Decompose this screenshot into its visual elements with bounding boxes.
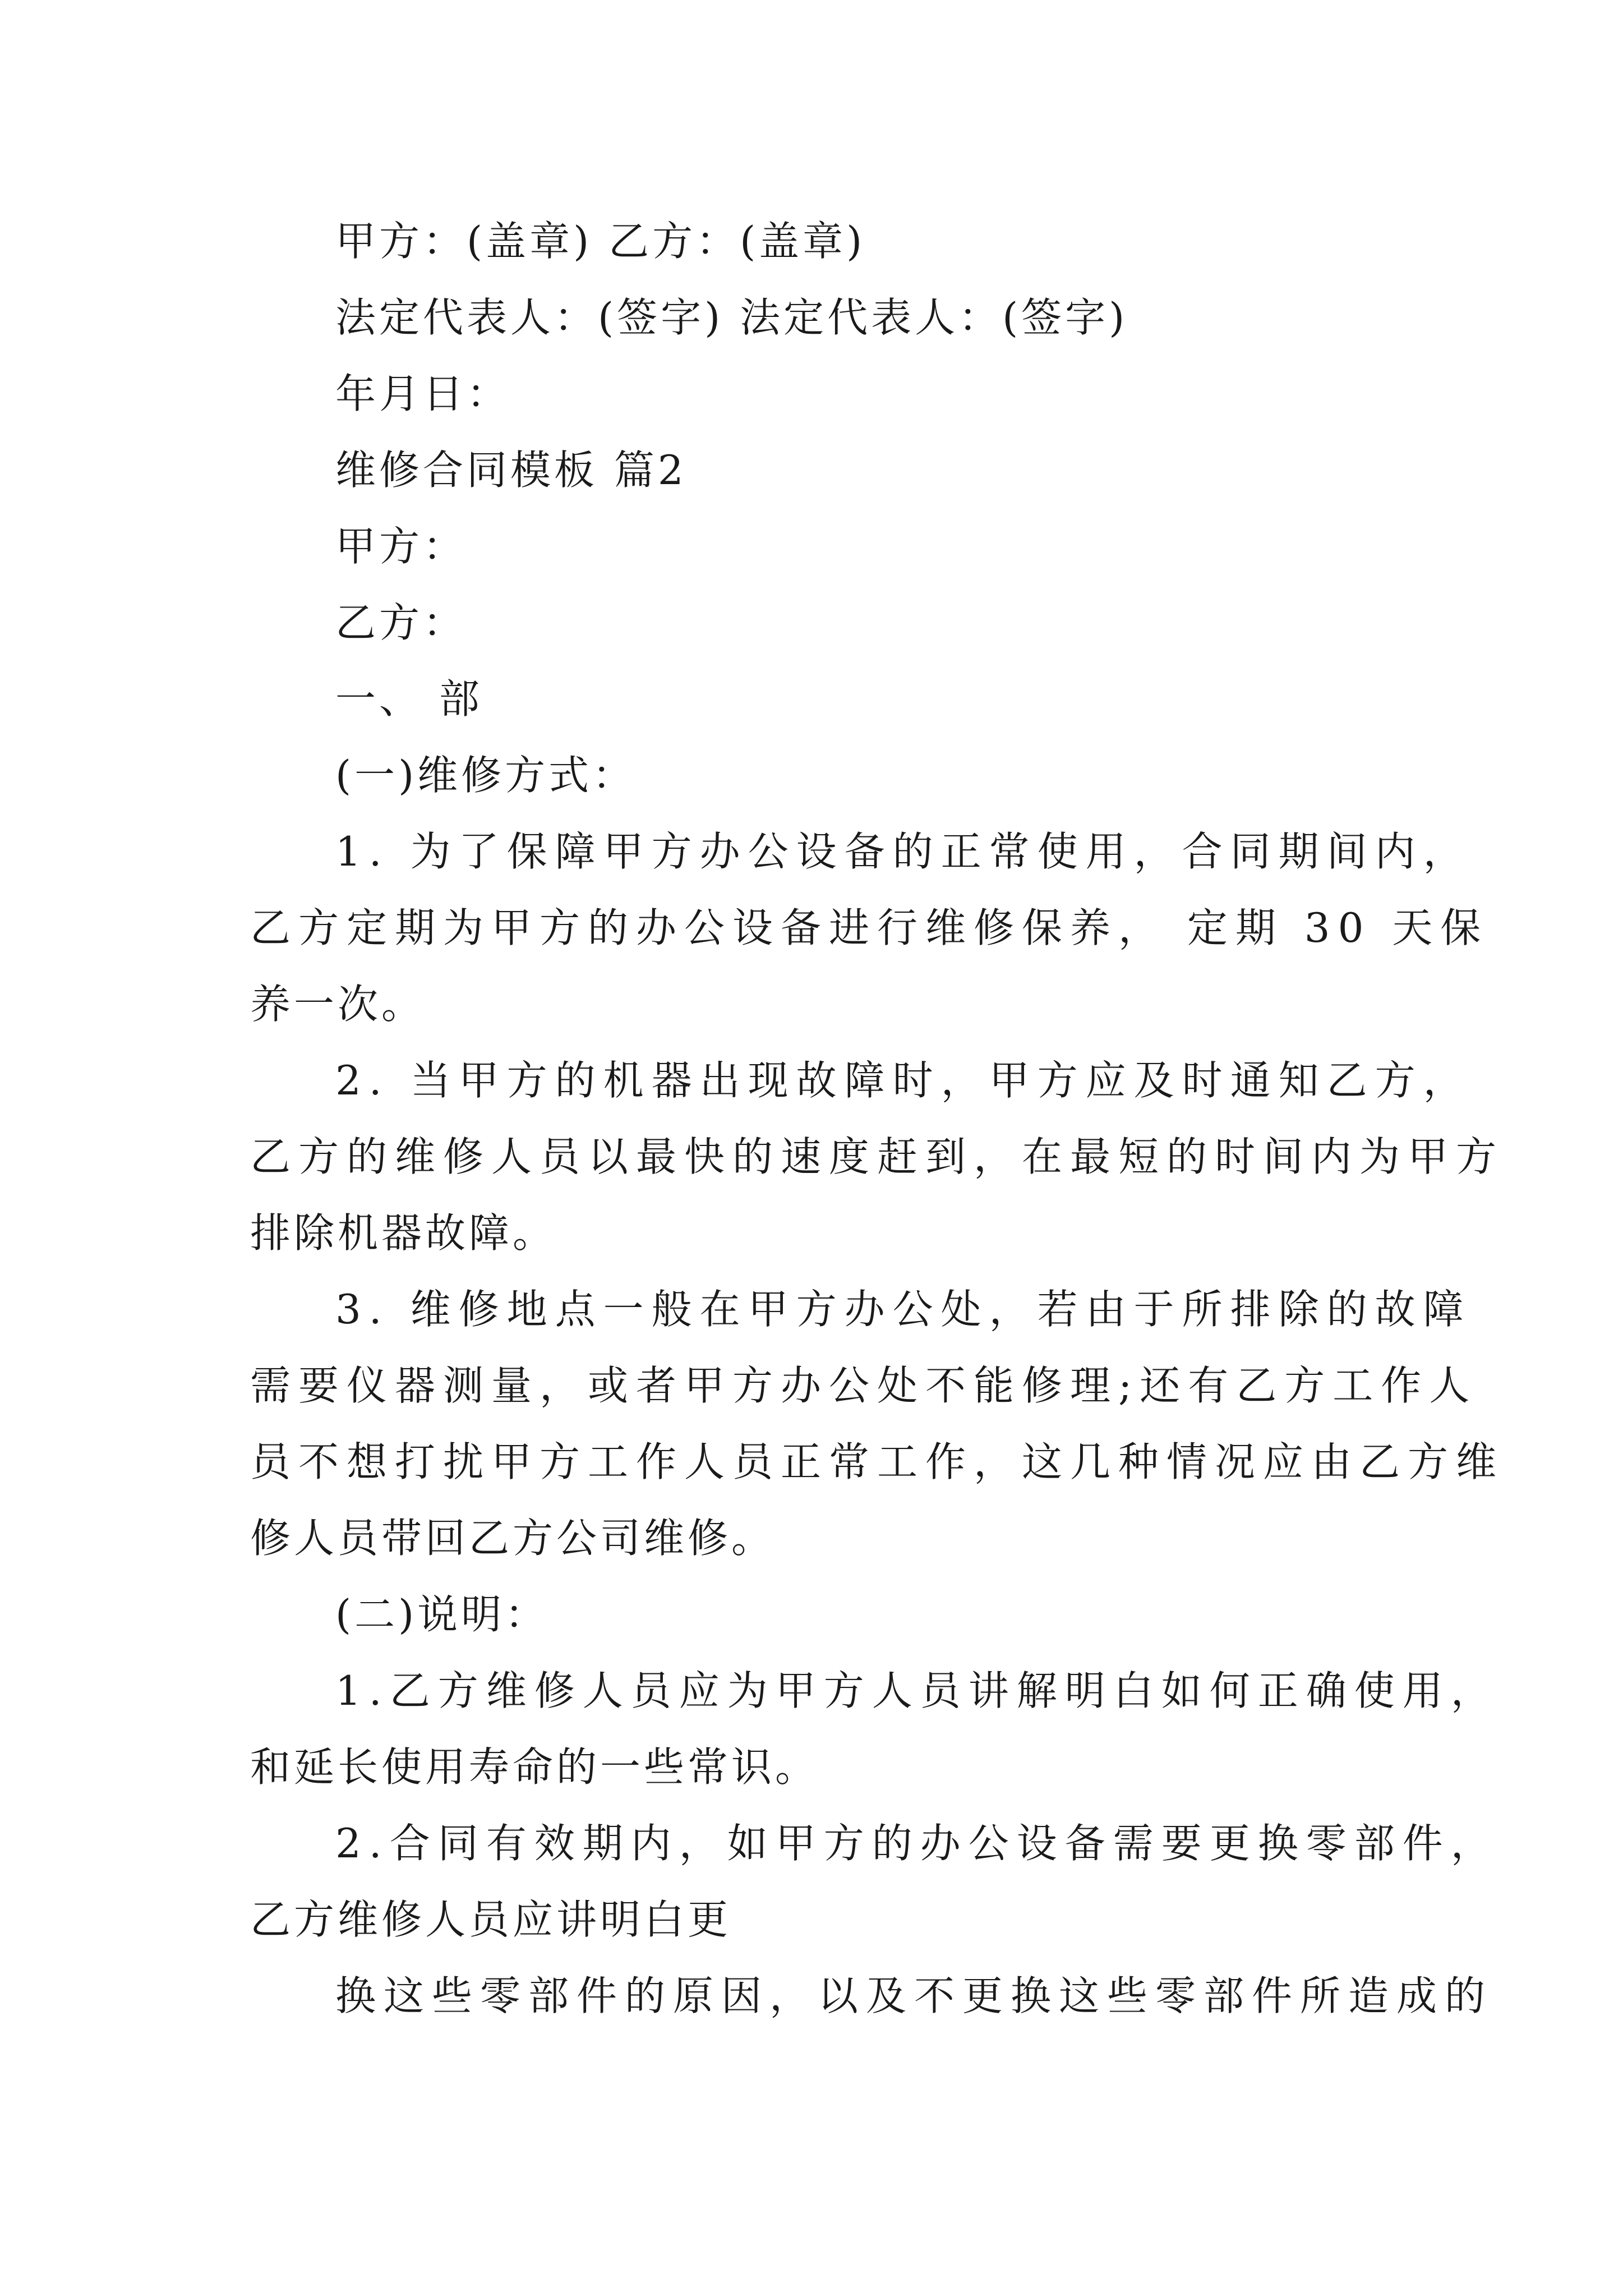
- paragraph-line: 3. 维修地点一般在甲方办公处，若由于所排除的故障: [335, 1286, 1472, 1333]
- paragraph-line: 2. 当甲方的机器出现故障时，甲方应及时通知乙方，: [335, 1057, 1472, 1104]
- paragraph-line: 1.乙方维修人员应为甲方人员讲解明白如何正确使用，: [335, 1667, 1499, 1714]
- signature-seal-line: 甲方：(盖章) 乙方：(盖章): [335, 218, 866, 265]
- paragraph-line: 1. 为了保障甲方办公设备的正常使用，合同期间内，: [335, 828, 1472, 875]
- paragraph-line: 和延长使用寿命的一些常识。: [250, 1743, 819, 1791]
- paragraph-line: 养一次。: [250, 981, 426, 1028]
- paragraph-line: 乙方的维修人员以最快的速度赶到，在最短的时间内为甲方: [250, 1133, 1505, 1180]
- subheading-notes: (二)说明：: [335, 1591, 549, 1638]
- paragraph-line: 乙方维修人员应讲明白更: [250, 1896, 732, 1943]
- date-line: 年月日：: [335, 370, 511, 417]
- paragraph-line: 修人员带回乙方公司维修。: [250, 1515, 776, 1562]
- party-b-line: 乙方：: [335, 599, 467, 646]
- subheading-repair-method: (一)维修方式：: [335, 752, 637, 799]
- paragraph-line: 乙方定期为甲方的办公设备进行维修保养， 定期 30 天保: [250, 904, 1489, 951]
- paragraph-line: 排除机器故障。: [250, 1209, 557, 1257]
- paragraph-line: 员不想打扰甲方工作人员正常工作，这几种情况应由乙方维: [250, 1438, 1505, 1485]
- paragraph-line: 换这些零部件的原因，以及不更换这些零部件所造成的: [335, 1972, 1493, 2019]
- section-title: 维修合同模板 篇2: [335, 447, 687, 494]
- party-a-line: 甲方：: [335, 523, 467, 570]
- legal-representative-line: 法定代表人：(签字) 法定代表人：(签字): [335, 294, 1128, 341]
- paragraph-line: 需要仪器测量，或者甲方办公处不能修理;还有乙方工作人: [250, 1362, 1478, 1409]
- part-heading: 一、 部: [335, 675, 483, 723]
- paragraph-line: 2.合同有效期内，如甲方的办公设备需要更换零部件，: [335, 1820, 1499, 1867]
